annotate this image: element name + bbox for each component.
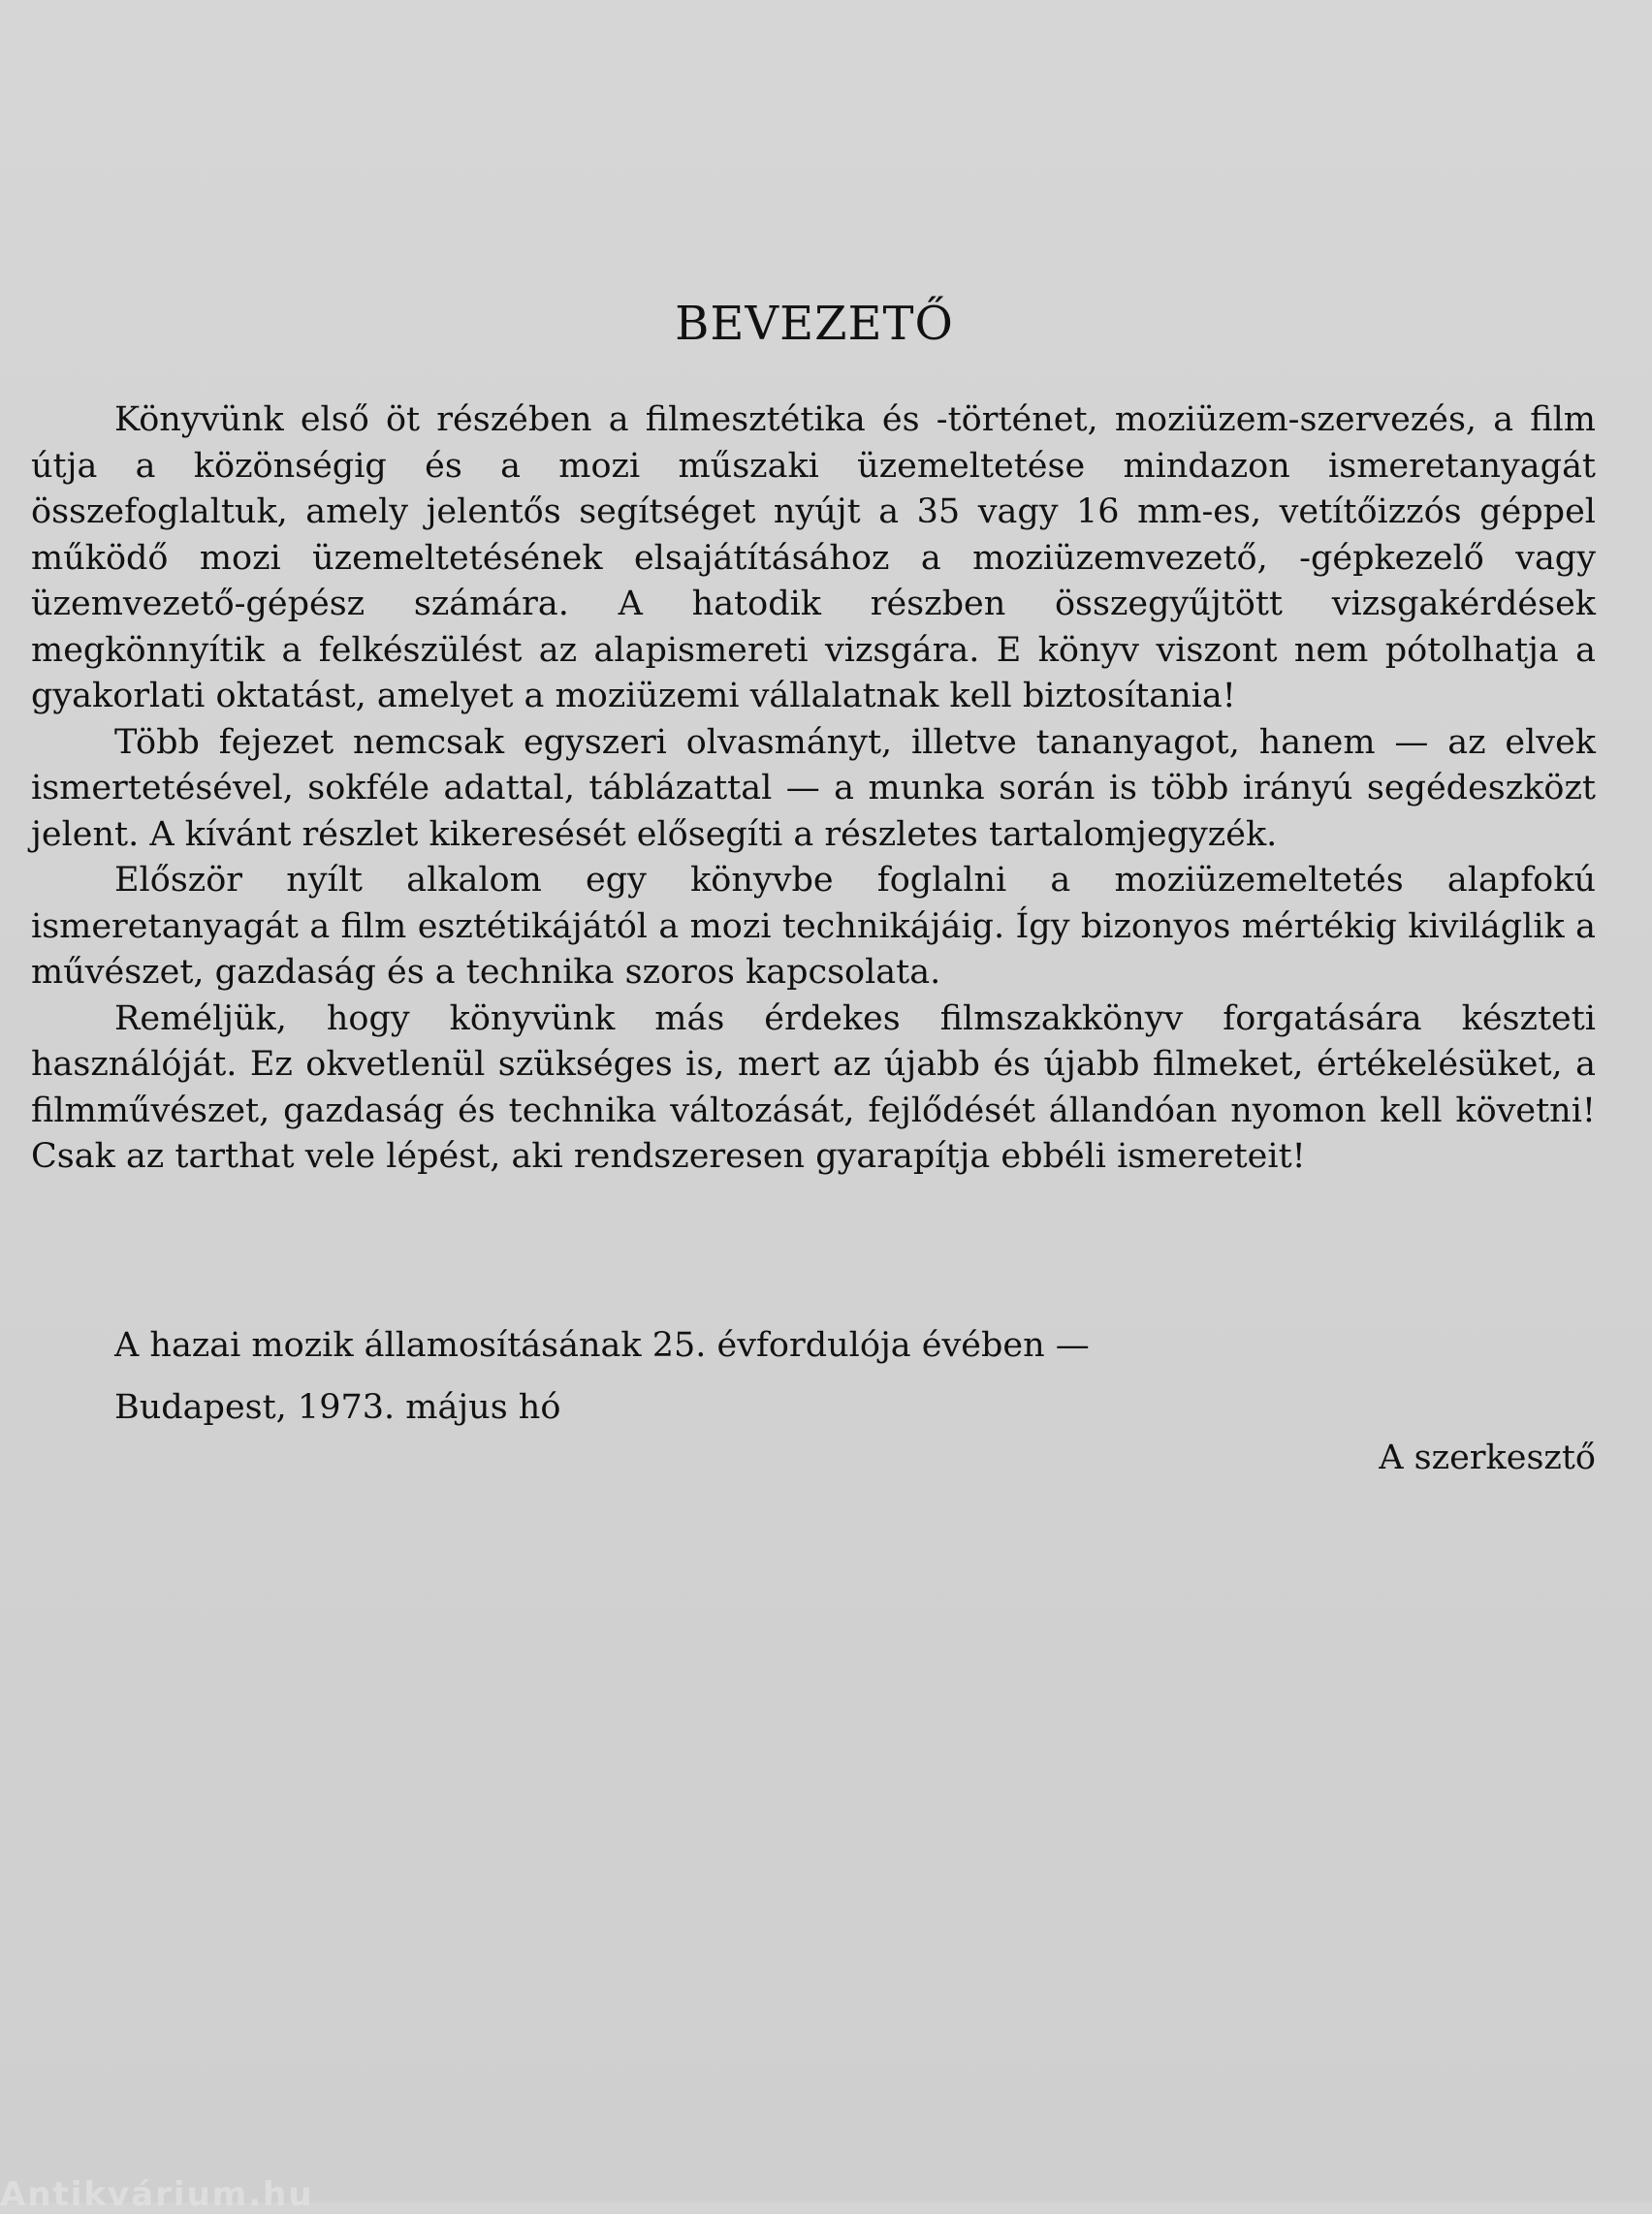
paragraph-2: Több fejezet nemcsak egyszeri olvasmányt, illetve tananyagot, hanem — az elvek ismertetésével, sokféle adattal, táblázattal — a munka során is több irányú segédeszközt jelent. A kívánt részlet kikeresését elősegíti a részletes tartalomjegyzék.: [31, 722, 1596, 854]
introduction-body: [31, 397, 1596, 1181]
paragraph-3: Először nyílt alkalom egy könyvbe foglalni a moziüzemeltetés alapfokú ismeretanyagát a film esztétikájától a mozi technikájáig. Így bizonyos mértékig kiviláglik a művészet, gazdaság és a technika szoros kapcsolata.: [31, 861, 1596, 992]
paragraph-4: Reméljük, hogy könyvünk más érdekes filmszakkönyv forgatására készteti használóját. Ez okvetlenül szükséges is, mert az újabb és újabb filmeket, értékelésüket, a filmművészet, gazdaság és technika változását, fejlődését állandóan nyomon kell követni! Csak az tarthat vele lépést, aki rendszeresen gyarapítja ebbéli ismereteit!: [31, 998, 1596, 1176]
place-date-line: Budapest, 1973. május hó: [114, 1388, 561, 1427]
dedication-line: A hazai mozik államosításának 25. évfordulója évében —: [114, 1326, 1090, 1365]
paragraph-1: Könyvünk első öt részében a filmesztétika és -történet, moziüzem-szervezés, a film útja a közönségig és a mozi műszaki üzemeltetése mindazon ismeretanyagát összefoglaltuk, amely jelentős segítséget nyújt a 35 vagy 16 mm-es, vetítőizzós géppel működő mozi üzemeltetésének elsajátításához a moziüzemvezető, -gépkezelő vagy üzemvezető-gépész számára. A hatodik részben összegyűjtött vizsgakérdések megkönnyítik a felkészülést az alapismereti vizsgára. E könyv viszont nem pótolhatja a gyakorlati oktatást, amelyet a moziüzemi vállalatnak kell biztosítania!: [31, 400, 1596, 715]
editor-signature: A szerkesztő: [1379, 1439, 1596, 1477]
watermark: Antikvárium.hu: [0, 2175, 314, 2214]
page-title: BEVEZETŐ: [675, 297, 954, 351]
